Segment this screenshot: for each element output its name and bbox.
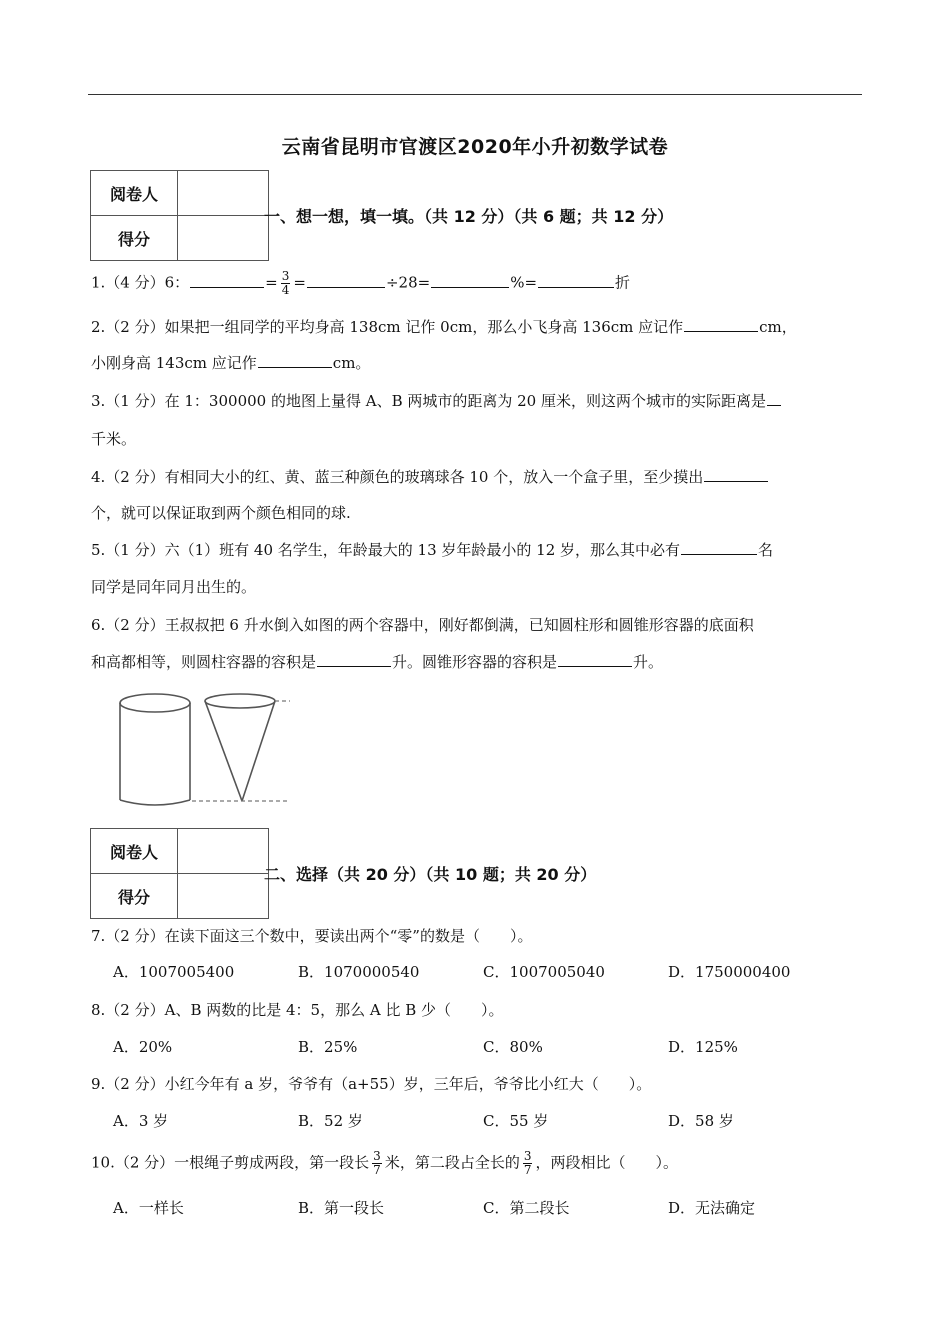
q10-text-c: ，两段相比（ ）。 xyxy=(535,1153,678,1172)
score-label: 得分 xyxy=(91,874,178,919)
question-6 xyxy=(91,614,754,635)
q6-text-e: 升。 xyxy=(633,653,664,671)
q10-text-b: 米，第二段占全长的 xyxy=(384,1153,520,1172)
q10-fraction-2 xyxy=(523,1150,533,1177)
question-4 xyxy=(91,466,769,487)
q6-blank-2 xyxy=(558,652,632,667)
q1-blank-1 xyxy=(190,273,264,288)
q5-text-a: 5.（1 分）六（1）班有 40 名学生，年龄最大的 13 岁年龄最小的 12 岁，那么其中必有 xyxy=(91,541,681,559)
q10-fraction-1-den: 7 xyxy=(373,1163,381,1177)
q9-option-b: B．52 岁 xyxy=(298,1112,363,1130)
question-3-cont xyxy=(91,428,136,449)
question-5 xyxy=(91,539,773,560)
q3-blank-1 xyxy=(767,391,781,406)
q4-text-a: 4.（2 分）有相同大小的红、黄、蓝三种颜色的玻璃球各 10 个，放入一个盒子里，至少摸出 xyxy=(91,468,704,486)
q9-option-c: C．55 岁 xyxy=(483,1112,549,1130)
cone-rim xyxy=(205,694,275,708)
cylinder-bottom xyxy=(120,800,190,805)
reviewer-cell xyxy=(178,829,269,874)
q8-option-c: C．80% xyxy=(483,1038,543,1056)
q10-option-c: C．第二段长 xyxy=(483,1199,570,1217)
question-8: 8.（2 分）A、B 两数的比是 4：5，那么 A 比 B 少（ ）。 xyxy=(91,1001,504,1019)
cylinder-top xyxy=(120,694,190,712)
q7-option-b: B．1070000540 xyxy=(298,963,420,981)
cone-right-side xyxy=(242,701,275,801)
q7-option-c: C．1007005040 xyxy=(483,963,605,981)
q10-option-a: A．一样长 xyxy=(113,1199,184,1217)
q10-option-d: D．无法确定 xyxy=(668,1199,756,1217)
question-10 xyxy=(91,1150,678,1177)
q10-fraction-1 xyxy=(372,1150,382,1177)
page-title: 云南省昆明市官渡区2020年小升初数学试卷 xyxy=(281,136,669,158)
q6-text-c: 和高都相等，则圆柱容器的容积是 xyxy=(91,653,317,671)
q6-text-d: 升。圆锥形容器的容积是 xyxy=(392,653,558,671)
q10-option-b: B．第一段长 xyxy=(298,1199,385,1217)
q1-text-f: 折 xyxy=(615,273,631,292)
q1-text-a: 1.（4 分）6： xyxy=(91,273,190,292)
q6-blank-1 xyxy=(317,652,391,667)
q1-fraction-den: 4 xyxy=(281,283,290,297)
q1-fraction-num: 3 xyxy=(281,269,290,283)
grader-box-1 xyxy=(90,170,269,261)
question-7: 7.（2 分）在读下面这三个数中，要读出两个“零”的数是（ ）。 xyxy=(91,927,533,945)
q5-text-c: 同学是同年同月出生的。 xyxy=(91,578,257,596)
q2-blank-2 xyxy=(258,353,332,368)
q4-blank-1 xyxy=(704,467,768,482)
question-2 xyxy=(91,316,797,337)
q3-text-a: 3.（1 分）在 1：300000 的地图上量得 A、B 两城市的距离为 20 厘米，则这两个城市的实际距离是 xyxy=(91,392,766,410)
reviewer-label: 阅卷人 xyxy=(91,829,178,874)
q1-blank-3 xyxy=(431,273,509,288)
question-1 xyxy=(91,270,630,297)
q10-text-a: 10.（2 分）一根绳子剪成两段，第一段长 xyxy=(91,1153,370,1172)
q8-option-b: B．25% xyxy=(298,1038,358,1056)
q9-option-a: A．3 岁 xyxy=(113,1112,169,1130)
question-5-cont xyxy=(91,576,256,597)
q2-text-a: 2.（2 分）如果把一组同学的平均身高 138cm 记作 0cm，那么小飞身高 136cm 应记作 xyxy=(91,318,684,336)
question-9: 9.（2 分）小红今年有 a 岁，爷爷有（a+55）岁，三年后，爷爷比小红大（ ）。 xyxy=(91,1075,652,1093)
q2-text-d: cm。 xyxy=(332,354,371,372)
q2-text-b: cm， xyxy=(759,318,797,336)
q7-option-d: D．1750000400 xyxy=(668,963,791,981)
q10-fraction-2-num: 3 xyxy=(523,1149,532,1163)
reviewer-label: 阅卷人 xyxy=(91,171,178,216)
q1-text-d: ÷28= xyxy=(385,273,431,292)
q5-blank-1 xyxy=(681,540,757,555)
cone-left-side xyxy=(205,701,242,801)
q8-option-a: A．20% xyxy=(113,1038,173,1056)
reviewer-cell xyxy=(178,171,269,216)
question-6-cont xyxy=(91,651,663,672)
section-1-heading: 一、想一想，填一填。（共 12 分）（共 6 题；共 12 分） xyxy=(264,207,674,226)
q9-option-d: D．58 岁 xyxy=(668,1112,734,1130)
header-rule xyxy=(88,94,862,95)
q2-text-c: 小刚身高 143cm 应记作 xyxy=(91,354,257,372)
q1-text-b: = xyxy=(265,273,278,292)
q1-text-c: = xyxy=(293,273,306,292)
q10-fraction-1-num: 3 xyxy=(373,1149,381,1163)
q10-fraction-2-den: 7 xyxy=(523,1163,532,1177)
q8-option-d: D．125% xyxy=(668,1038,738,1056)
q7-option-a: A．1007005400 xyxy=(113,963,235,981)
q5-text-b: 名 xyxy=(758,541,774,559)
q1-fraction xyxy=(281,270,291,297)
q1-blank-2 xyxy=(307,273,385,288)
question-2-cont xyxy=(91,352,370,373)
cylinder-cone-figure xyxy=(112,690,292,814)
question-4-cont xyxy=(91,502,351,523)
section-2-heading: 二、选择（共 20 分）（共 10 题；共 20 分） xyxy=(264,865,597,884)
grader-box-2 xyxy=(90,828,269,919)
score-label: 得分 xyxy=(91,216,178,261)
q1-blank-4 xyxy=(538,273,614,288)
q1-text-e: %= xyxy=(510,273,538,292)
q3-text-c: 千米。 xyxy=(91,430,137,448)
q2-blank-1 xyxy=(684,317,758,332)
score-cell xyxy=(178,216,269,261)
q4-text-c: 个，就可以保证取到两个颜色相同的球. xyxy=(91,504,351,522)
score-cell xyxy=(178,874,269,919)
q6-text-a: 6.（2 分）王叔叔把 6 升水倒入如图的两个容器中，刚好都倒满，已知圆柱形和圆锥形容器的底面积 xyxy=(91,616,754,634)
question-3 xyxy=(91,390,782,411)
